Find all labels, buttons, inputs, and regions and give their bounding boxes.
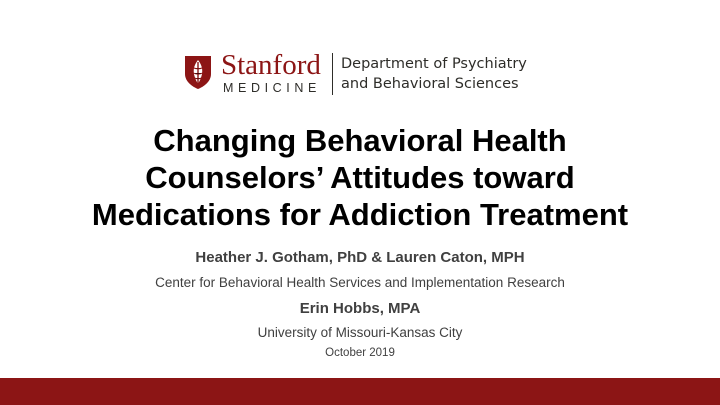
affiliation-center: Center for Behavioral Health Services and Implementation Research [155,275,565,290]
presentation-date: October 2019 [325,347,395,359]
title-line-2: Counselors’ Attitudes toward [145,160,575,195]
brand-wordmark: Stanford [221,49,321,81]
department-line-1: Department of Psychiatry [341,56,527,72]
authors-line: Heather J. Gotham, PhD & Lauren Caton, MPH [195,249,525,266]
title-line-3: Medications for Addiction Treatment [91,197,629,232]
affiliation-university: University of Missouri-Kansas City [257,325,463,340]
second-author-line: Erin Hobbs, MPA [299,300,421,317]
footer-band [0,378,720,405]
slide-title [20,122,700,233]
stanford-medicine-logo [183,50,543,100]
stanford-shield-icon [183,54,213,90]
title-line-1: Changing Behavioral Health [153,123,567,158]
brand-subtitle: MEDICINE [223,81,321,95]
logo-divider [332,53,333,95]
department-line-2: and Behavioral Sciences [341,76,519,92]
